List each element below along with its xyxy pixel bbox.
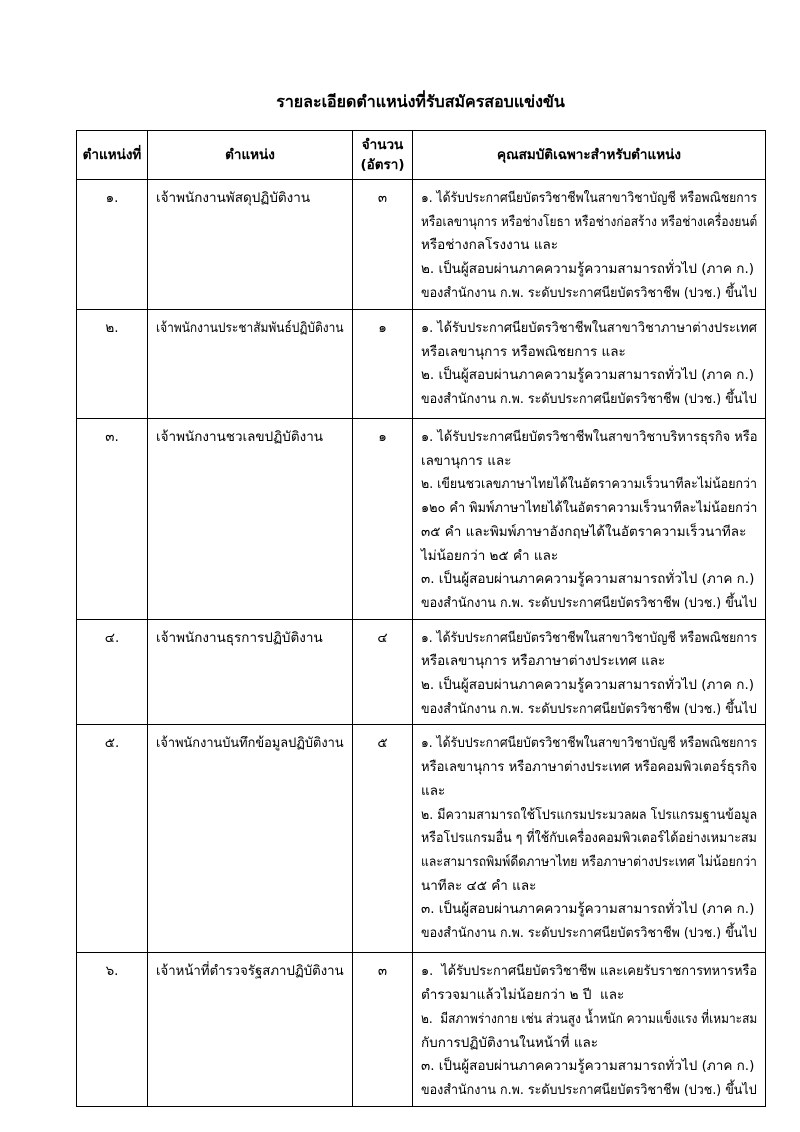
qualification-line: ของสำนักงาน ก.พ. ระดับประกาศนียบัตรวิชาชีพ (ปวช.) ขึ้นไป bbox=[421, 594, 757, 611]
qualification-line: ๑. ได้รับประกาศนียบัตรวิชาชีพในสาขาวิชาบัญชี หรือพณิชยการ bbox=[421, 190, 758, 206]
qualification-line: หรือช่างกลโรงงาน และ bbox=[421, 237, 559, 254]
table-row bbox=[77, 419, 766, 620]
cell-position-no: ๔. bbox=[77, 619, 148, 725]
position-name-text: เจ้าพนักงานบันทึกข้อมูลปฏิบัติงาน bbox=[156, 735, 344, 752]
cell-qualifications bbox=[413, 953, 766, 1106]
qualification-line: เลขานุการ และ bbox=[421, 452, 512, 469]
cell-count: ๓ bbox=[353, 180, 413, 310]
qualification-line: ของสำนักงาน ก.พ. ระดับประกาศนียบัตรวิชาชีพ (ปวช.) ขึ้นไป bbox=[421, 1081, 757, 1098]
cell-position-name bbox=[148, 419, 353, 620]
qualification-line: และ bbox=[421, 782, 446, 799]
qualification-line: ๑๒๐ คำ พิมพ์ภาษาไทยได้ในอัตราความเร็วนาทีละไม่น้อยกว่า bbox=[421, 500, 758, 517]
header-qualifications: คุณสมบัติเฉพาะสำหรับตำแหน่ง bbox=[413, 131, 766, 180]
qualification-line: ๒. มีสภาพร่างกาย เช่น ส่วนสูง น้ำหนัก ความแข็งแรง ที่เหมาะสม bbox=[421, 1010, 758, 1027]
qualification-line: หรือเลขานุการ หรือช่างโยธา หรือช่างก่อสร้าง หรือช่างเครื่องยนต์ bbox=[421, 213, 758, 230]
qualification-line: ๑. ได้รับประกาศนียบัตรวิชาชีพในสาขาวิชาบัญชี หรือพณิชยการ bbox=[421, 629, 758, 646]
qualification-line: ๑. ได้รับประกาศนียบัตรวิชาชีพ และเคยรับราชการทหารหรือ bbox=[421, 963, 758, 980]
table-row bbox=[77, 310, 766, 419]
qualification-line: ๓. เป็นผู้สอบผ่านภาคความรู้ความสามารถทั่วไป (ภาค ก.) bbox=[421, 901, 755, 918]
qualification-line: หรือเลขานุการ หรือภาษาต่างประเทศ หรือคอมพิวเตอร์ธุรกิจ bbox=[421, 759, 758, 776]
table-row bbox=[77, 725, 766, 953]
qualification-line: ๑. ได้รับประกาศนียบัตรวิชาชีพในสาขาวิชาบริหารธุรกิจ หรือ bbox=[421, 429, 758, 445]
qualification-line: ๒. มีความสามารถใช้โปรแกรมประมวลผล โปรแกรมฐานข้อมูล bbox=[421, 806, 758, 823]
position-name-text: เจ้าพนักงานประชาสัมพันธ์ปฏิบัติงาน bbox=[156, 320, 344, 336]
qualification-line: ของสำนักงาน ก.พ. ระดับประกาศนียบัตรวิชาชีพ (ปวช.) ขึ้นไป bbox=[421, 700, 757, 717]
cell-count: ๑ bbox=[353, 419, 413, 620]
cell-qualifications bbox=[413, 419, 766, 620]
cell-position-no: ๖. bbox=[77, 953, 148, 1106]
qualification-line: ของสำนักงาน ก.พ. ระดับประกาศนียบัตรวิชาชีพ (ปวช.) ขึ้นไป bbox=[421, 284, 757, 301]
qualification-line: ๒. เขียนชวเลขภาษาไทยได้ในอัตราความเร็วนาทีละไม่น้อยกว่า bbox=[421, 476, 757, 493]
cell-position-name bbox=[148, 725, 353, 953]
qualification-line: หรือเลขานุการ หรือภาษาต่างประเทศ และ bbox=[421, 653, 666, 670]
header-count-line2: (อัตรา) bbox=[360, 157, 405, 173]
qualification-line: กับการปฏิบัติงานในหน้าที่ และ bbox=[421, 1034, 599, 1051]
cell-position-name bbox=[148, 180, 353, 310]
header-position-no: ตำแหน่งที่ bbox=[77, 131, 148, 180]
position-name-text: เจ้าพนักงานธุรการปฏิบัติงาน bbox=[156, 629, 323, 646]
cell-position-no: ๓. bbox=[77, 419, 148, 620]
cell-count: ๕ bbox=[353, 725, 413, 953]
header-count-line1: จำนวน bbox=[361, 137, 404, 153]
qualification-line: ของสำนักงาน ก.พ. ระดับประกาศนียบัตรวิชาชีพ (ปวช.) ขึ้นไป bbox=[421, 925, 757, 942]
cell-count: ๑ bbox=[353, 310, 413, 419]
qualification-line: หรือโปรแกรมอื่น ๆ ที่ใช้กับเครื่องคอมพิวเตอร์ได้อย่างเหมาะสม bbox=[421, 830, 757, 847]
qualification-line: และสามารถพิมพ์ดีดภาษาไทย หรือภาษาต่างประเทศ ไม่น้อยกว่า bbox=[421, 853, 757, 870]
table-row bbox=[77, 619, 766, 725]
qualification-line: ๓๕ คำ และพิมพ์ภาษาอังกฤษได้ในอัตราความเร็วนาทีละ bbox=[421, 523, 747, 540]
table-header-row bbox=[77, 131, 766, 180]
qualification-line: ของสำนักงาน ก.พ. ระดับประกาศนียบัตรวิชาชีพ (ปวช.) ขึ้นไป bbox=[421, 391, 757, 408]
position-name-text: เจ้าพนักงานพัสดุปฏิบัติงาน bbox=[156, 190, 311, 206]
header-count bbox=[353, 131, 413, 180]
qualification-line: ๓. เป็นผู้สอบผ่านภาคความรู้ความสามารถทั่วไป (ภาค ก.) bbox=[421, 1058, 755, 1075]
cell-qualifications bbox=[413, 180, 766, 310]
cell-position-no: ๑. bbox=[77, 180, 148, 310]
qualification-line: ๒. เป็นผู้สอบผ่านภาคความรู้ความสามารถทั่วไป (ภาค ก.) bbox=[421, 367, 755, 384]
position-name-text: เจ้าหน้าที่ตำรวจรัฐสภาปฏิบัติงาน bbox=[156, 963, 344, 980]
qualification-line: นาทีละ ๔๕ คำ และ bbox=[421, 877, 537, 894]
cell-qualifications bbox=[413, 725, 766, 953]
qualification-line: ๑. ได้รับประกาศนียบัตรวิชาชีพในสาขาวิชาบัญชี หรือพณิชยการ bbox=[421, 735, 758, 752]
cell-count: ๓ bbox=[353, 953, 413, 1106]
cell-position-no: ๒. bbox=[77, 310, 148, 419]
header-position: ตำแหน่ง bbox=[148, 131, 353, 180]
document-title: รายละเอียดตำแหน่งที่รับสมัครสอบแข่งขัน bbox=[276, 92, 565, 111]
qualification-line: ตำรวจมาแล้วไม่น้อยกว่า ๒ ปี และ bbox=[421, 987, 625, 1004]
cell-qualifications bbox=[413, 619, 766, 725]
positions-table bbox=[76, 130, 766, 1107]
qualification-line: ๑. ได้รับประกาศนียบัตรวิชาชีพในสาขาวิชาภาษาต่างประเทศ bbox=[421, 320, 757, 336]
position-name-text: เจ้าพนักงานชวเลขปฏิบัติงาน bbox=[156, 429, 324, 445]
cell-qualifications bbox=[413, 310, 766, 419]
cell-position-name bbox=[148, 310, 353, 419]
qualification-line: หรือเลขานุการ หรือพณิชยการ และ bbox=[421, 343, 626, 360]
cell-position-name bbox=[148, 619, 353, 725]
cell-position-name bbox=[148, 953, 353, 1106]
qualification-line: ๓. เป็นผู้สอบผ่านภาคความรู้ความสามารถทั่วไป (ภาค ก.) bbox=[421, 571, 755, 588]
cell-count: ๔ bbox=[353, 619, 413, 725]
qualification-line: ไม่น้อยกว่า ๒๕ คำ และ bbox=[421, 547, 559, 564]
table-row bbox=[77, 953, 766, 1106]
table-row bbox=[77, 180, 766, 310]
qualification-line: ๒. เป็นผู้สอบผ่านภาคความรู้ความสามารถทั่วไป (ภาค ก.) bbox=[421, 677, 755, 694]
qualification-line: ๒. เป็นผู้สอบผ่านภาคความรู้ความสามารถทั่วไป (ภาค ก.) bbox=[421, 261, 755, 278]
cell-position-no: ๕. bbox=[77, 725, 148, 953]
